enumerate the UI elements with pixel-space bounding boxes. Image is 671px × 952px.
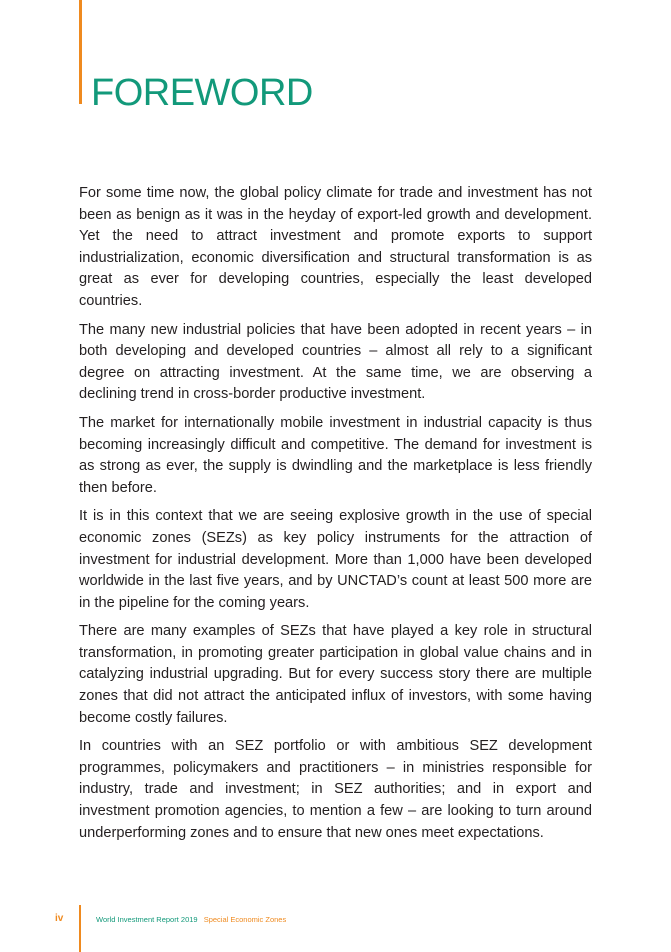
page-title: FOREWORD	[91, 72, 313, 114]
running-footer	[96, 915, 286, 924]
paragraph: There are many examples of SEZs that have played a key role in structural transformation, in promoting greater participation in global value chains and in catalyzing industrial upgrading. But for every success story there are multiple zones that did not attract the anticipated influx of investors, with some having become costly failures.	[79, 623, 592, 726]
foreword-body	[79, 183, 592, 851]
paragraph: The market for internationally mobile investment in industrial capacity is thus becoming increasingly difficult and competitive. The demand for investment is as strong as ever, the supply is dwindling and the marketplace is less friendly then before.	[79, 414, 592, 496]
footer-report-title: World Investment Report 2019	[96, 915, 198, 924]
paragraph: In countries with an SEZ portfolio or with ambitious SEZ development programmes, policymakers and practitioners – in ministries responsible for industry, trade and investment; in SEZ authorities; and in export and investment promotion agencies, to mention a few – are looking to turn around underperforming zones and to ensure that new ones meet expectations.	[79, 738, 592, 841]
header-accent-rule	[79, 0, 82, 104]
paragraph: It is in this context that we are seeing explosive growth in the use of special economic zones (SEZs) as key policy instruments for the attraction of investment for industrial development. More than 1,000 have been developed worldwide in the last five years, and by UNCTAD’s count at least 500 more are in the pipeline for the coming years.	[79, 508, 592, 611]
footer-accent-rule	[79, 905, 81, 952]
paragraph: For some time now, the global policy climate for trade and investment has not been as benign as it was in the heyday of export-led growth and development. Yet the need to attract investment and promote exports to support industrialization, economic diversification and structural transformation is as great as ever for developing countries, especially the least developed countries.	[79, 185, 592, 309]
page-number: iv	[55, 913, 64, 924]
paragraph: The many new industrial policies that have been adopted in recent years – in both developing and developed countries – almost all rely to a significant degree on attracting investment. At the same time, we are observing a declining trend in cross-border productive investment.	[79, 321, 592, 403]
footer-report-subtitle: Special Economic Zones	[203, 915, 287, 924]
